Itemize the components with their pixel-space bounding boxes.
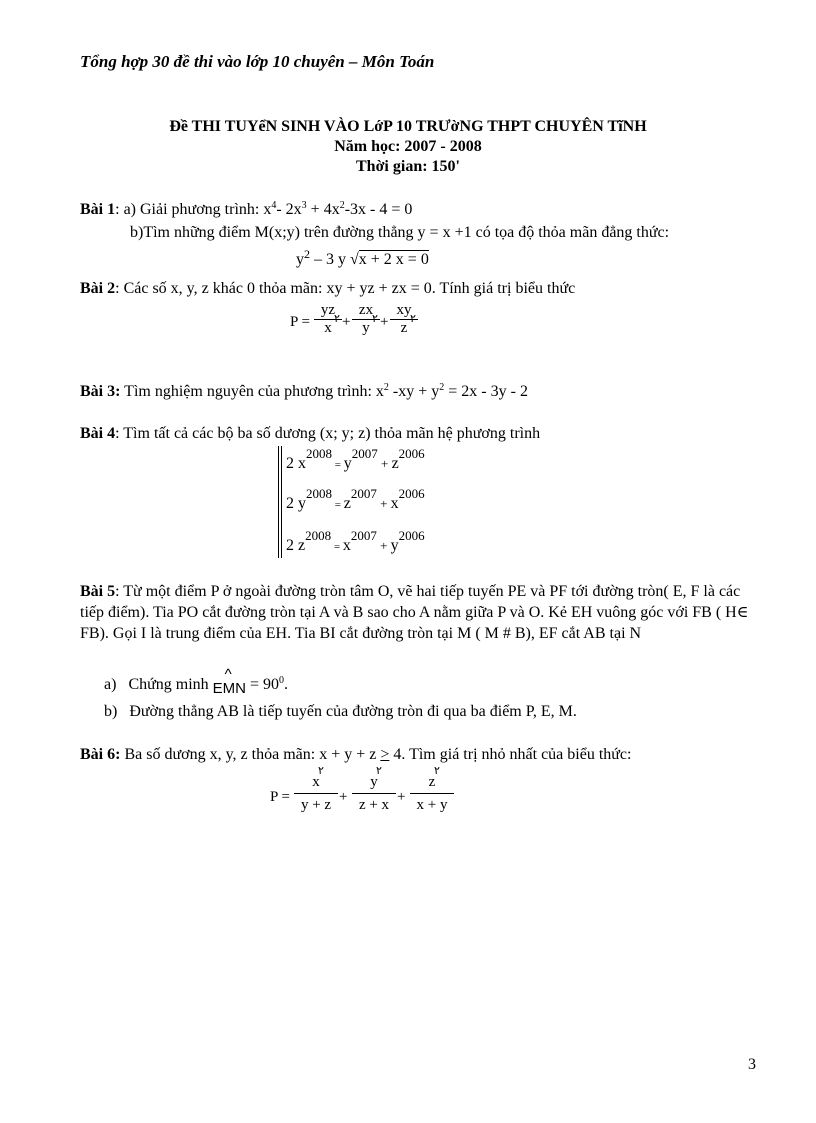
bai6-plus-1: + [339,789,348,805]
bai1-part-a: Bài 1: a) Giải phương trình: $x^4-$ $2x^3 + 4x^2-3x - 4 = 0$ [80,200,413,218]
exam-time: Thời gian: 150' [356,158,460,175]
bai6-frac-1: x ٢ y + z [294,774,338,814]
bai6-text: Bài 6: Ba số dương x, y, z thỏa mãn: x + y + z > 4. Tìm giá trị nhỏ nhất của biểu thức: [80,746,632,763]
bai2-frac-3: xy z ٢ [390,302,418,337]
document-header: Tổng hợp 30 đề thi vào lớp 10 chuyên – Môn Toán [80,52,435,71]
sqrt-icon: √ [350,251,359,268]
bai6-label: Bài 6: [80,746,121,763]
bai2-plus-2: + [380,314,389,330]
bai5-part-a: a) Chứng minh ^ EMN = $90^0$. [104,666,289,697]
bai2-plus-1: + [342,314,351,330]
exam-title: Đề THI TUYểN SINH VÀO LớP 10 TRƯờNG THPT CHUYÊN TĩNH [169,118,647,135]
angle-emn: ^ EMN [212,666,247,697]
bai4-text: Bài 4: Tìm tất cả các bộ ba số dương (x; y; z) thỏa mãn hệ phương trình [80,425,541,442]
bai2-p-label: P = [290,314,310,330]
bai6-plus-2: + [397,789,406,805]
bai5-part-b: b) Đường thẳng AB là tiếp tuyến của đường tròn đi qua ba điểm P, E, M. [104,703,577,720]
bai2-frac-1: yz x ٢ [314,302,342,337]
bai6-p-label: P = [270,789,290,805]
bai2-frac-2: zx y ٢ [352,302,380,337]
system-row-1: 2 $x^{2008} = y^{2007} + z^{2006}$ [286,446,425,472]
bai1-part-b: b)Tìm những điểm M(x;y) trên đường thẳng y = x +1 có tọa độ thỏa mãn đẳng thức: [130,224,670,241]
bai1-label: Bài 1 [80,201,116,218]
system-bracket-inner [281,446,282,558]
exam-year: Năm học: 2007 - 2008 [334,138,482,155]
page-number: 3 [748,1056,756,1073]
bai1-equation: $y^2 - 3$ y √x + 2 x = 0 [296,247,429,268]
system-bracket [278,446,279,558]
bai4-label: Bài 4 [80,425,116,442]
bai2-label: Bài 2 [80,280,116,297]
system-row-2: 2 $y^{2008} = z^{2007} + x^{2006}$ [286,486,425,512]
bai5-text: Bài 5: Từ một điểm P ở ngoài đường tròn tâm O, vẽ hai tiếp tuyến PE và PF tới đường tròn( E, F là các tiếp điểm). Tia PO cắt đường tròn tại A và B sao cho A nằm giữa P và O. Kẻ EH vuông góc với FB ( H∈ FB). Gọi I là trung điểm của EH. Tia BI cắt đường tròn tại M ( M # B), EF cắt AB tại N [80,583,749,642]
bai3-label: Bài 3: [80,383,121,400]
bai6-frac-3: z ٢ x + y [410,774,454,814]
bai6-frac-2: y ٢ z + x [352,774,396,814]
bai3-text: Bài 3: Tìm nghiệm nguyên của phương trình: $x^2$ $-xy + y^2 = 2x - 3y - 2$ [80,382,528,400]
bai2-text: Bài 2: Các số x, y, z khác 0 thỏa mãn: xy + yz + zx = 0. Tính giá trị biểu thức [80,280,576,297]
bai5-label: Bài 5 [80,583,116,600]
system-row-3: 2 $z^{2008} = x^{2007} + y^{2006}$ [286,528,425,554]
